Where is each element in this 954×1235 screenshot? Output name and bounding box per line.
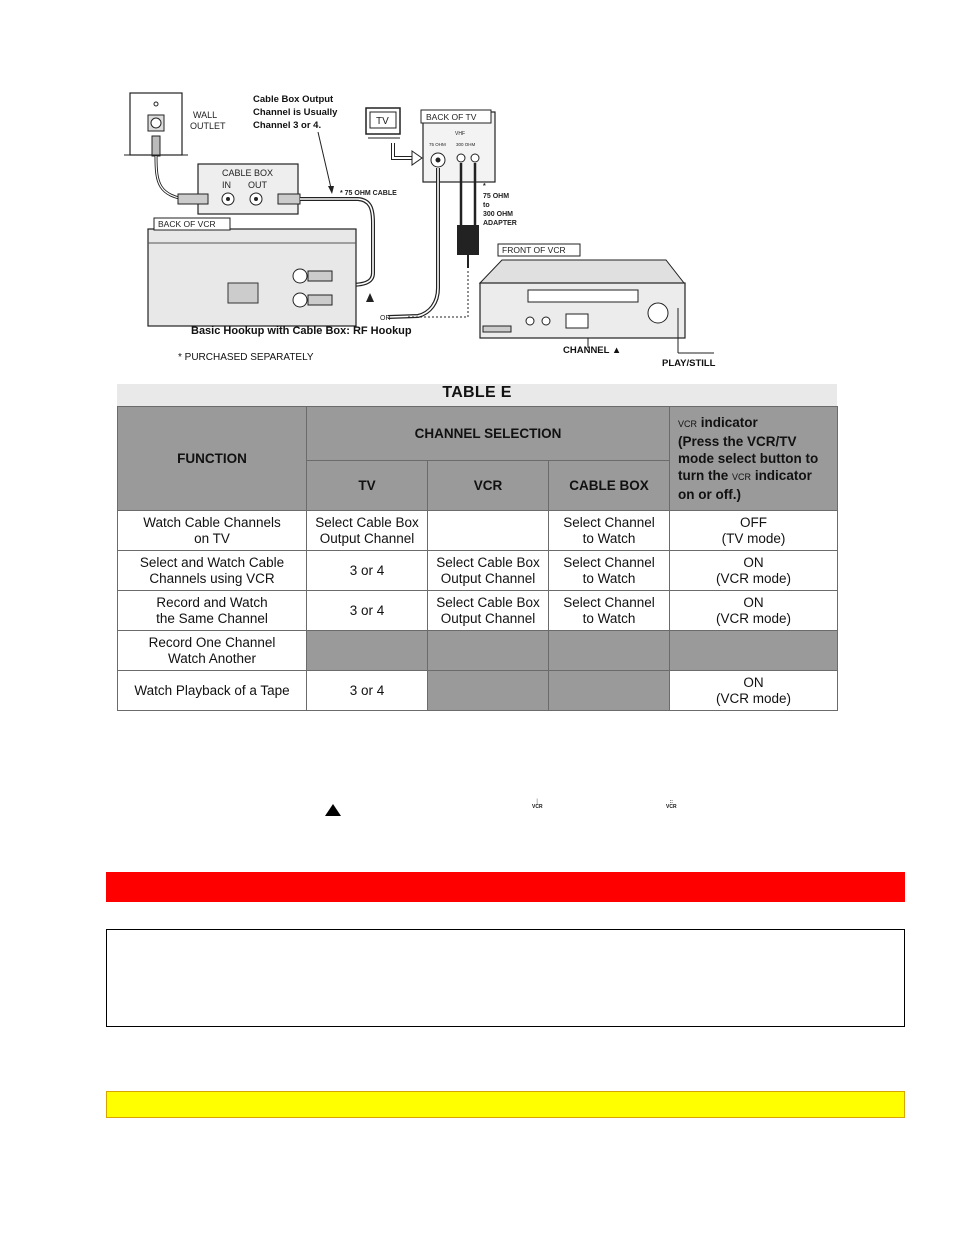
cell-text: Select Channel [563,514,655,530]
cell-text: Select Channel [563,554,655,570]
table-row [118,591,838,631]
cell-text: Watch Another [167,650,257,666]
wall-outlet [124,93,188,156]
back-of-tv [421,110,495,182]
cell-text: OFF [740,514,768,530]
cell-indicator [670,631,838,671]
cell-function [118,511,307,551]
back-of-tv-label: BACK OF TV [426,112,477,122]
header-function: FUNCTION [118,407,307,511]
cell-function [118,631,307,671]
table-row [118,551,838,591]
table-row [118,511,838,551]
cell-text: (VCR mode) [716,570,792,586]
cell-function [118,591,307,631]
front-of-vcr [480,244,685,338]
cell-tv [307,511,428,551]
red-heading-bar [106,872,905,902]
cable-box-out: OUT [248,180,267,190]
header-indicator [670,407,838,511]
cell-vcr [428,511,549,551]
cell-text: Select and Watch Cable [139,554,285,570]
header-tv: TV [307,461,428,511]
cell-indicator [670,551,838,591]
adapter-label: * 75 OHM to 300 OHM ADAPTER [483,183,517,227]
cable-box-label: CABLE BOX [222,168,274,178]
cell-text: 3 or 4 [349,562,385,578]
vhf-label: VHF [455,131,465,137]
header-indicator-word: indicator [700,415,758,430]
table-e [117,384,837,706]
vcr-indicator-icon: │ VCR [532,799,543,810]
cell-text: Output Channel [440,570,536,586]
yellow-heading-bar [106,1091,905,1118]
cell-text: (VCR mode) [716,690,792,706]
vcr-indicator-icon-lit: :: VCR [666,799,677,810]
cell-text: ON [743,594,764,610]
cell-tv [307,671,428,711]
cell-text: Channels using VCR [149,570,275,586]
cell-text: ON [743,674,764,690]
header-indicator-note4: on or off.) [678,487,741,502]
diagram-caption: Basic Hookup with Cable Box: RF Hookup [191,325,412,337]
cell-cable [549,671,670,711]
cell-text: ON [743,554,764,570]
cell-cable [549,551,670,591]
header-indicator-note3b: VCR [732,472,752,482]
tv-label: TV [376,116,389,127]
cell-tv [307,591,428,631]
cell-indicator [670,671,838,711]
cell-text: to Watch [582,610,636,626]
cell-text: Watch Cable Channels [143,514,281,530]
cable-box [178,164,300,214]
back-of-vcr [148,218,356,326]
cell-function [118,671,307,711]
header-indicator-note3a: turn the [678,468,729,483]
ohm75-label: 75 OHM [429,142,446,147]
ohm300-label: 300 OHM [456,142,476,147]
cell-vcr [428,631,549,671]
cell-text: Select Channel [563,594,655,610]
cell-text: 3 or 4 [349,682,385,698]
cell-vcr [428,671,549,711]
cell-indicator [670,591,838,631]
front-of-vcr-label: FRONT OF VCR [502,245,566,255]
or-label: OR [380,315,391,322]
cell-function [118,551,307,591]
cell-tv [307,551,428,591]
rf-hookup-diagram [118,88,758,373]
play-still-label: PLAY/STILL [662,358,716,369]
wall-outlet-label: WALL OUTLET [190,110,226,131]
note-box [106,929,905,1027]
cell-text: Output Channel [440,610,536,626]
cell-text: Record and Watch [156,594,268,610]
header-indicator-note2: mode select button to [678,451,819,466]
cell-text: to Watch [582,570,636,586]
cell-text: Record One Channel [148,634,276,650]
cell-text: on TV [194,530,230,546]
header-vcr: VCR [428,461,549,511]
table-row [118,631,838,671]
tv-icon [366,108,400,138]
cell-indicator [670,511,838,551]
cell-cable [549,631,670,671]
cell-text: Select Cable Box [436,594,540,610]
header-indicator-note3c: indicator [754,468,812,483]
table-row [118,671,838,711]
header-channel-selection: CHANNEL SELECTION [307,407,670,461]
cell-tv [307,631,428,671]
cell-text: to Watch [582,530,636,546]
channel-label: CHANNEL ▲ [563,345,622,356]
cell-text: 3 or 4 [349,602,385,618]
header-indicator-note1: (Press the VCR/TV [678,434,797,449]
table-title: TABLE E [442,384,512,401]
back-of-vcr-label: BACK OF VCR [158,219,216,229]
cell-vcr [428,591,549,631]
cell-text: Watch Playback of a Tape [134,682,290,698]
cell-text: Select Cable Box [315,514,419,530]
cell-text: the Same Channel [156,610,268,626]
cable-75-label: * 75 OHM CABLE [340,190,397,197]
symbol-line [0,798,954,822]
cell-cable [549,511,670,551]
cell-text: (VCR mode) [716,610,792,626]
header-cable-box: CABLE BOX [549,461,670,511]
channel-up-triangle-icon [325,804,341,816]
channel-selection-table [117,406,838,711]
cell-vcr [428,551,549,591]
header-vcr-small: VCR [678,419,698,429]
cable-note: Cable Box Output Channel is Usually Channel 3 or 4. [253,94,338,131]
cell-text: Select Cable Box [436,554,540,570]
cable-box-in: IN [222,180,231,190]
cell-text: (TV mode) [721,530,786,546]
purchased-note: * PURCHASED SEPARATELY [178,352,314,363]
cell-cable [549,591,670,631]
cell-text: Output Channel [319,530,415,546]
